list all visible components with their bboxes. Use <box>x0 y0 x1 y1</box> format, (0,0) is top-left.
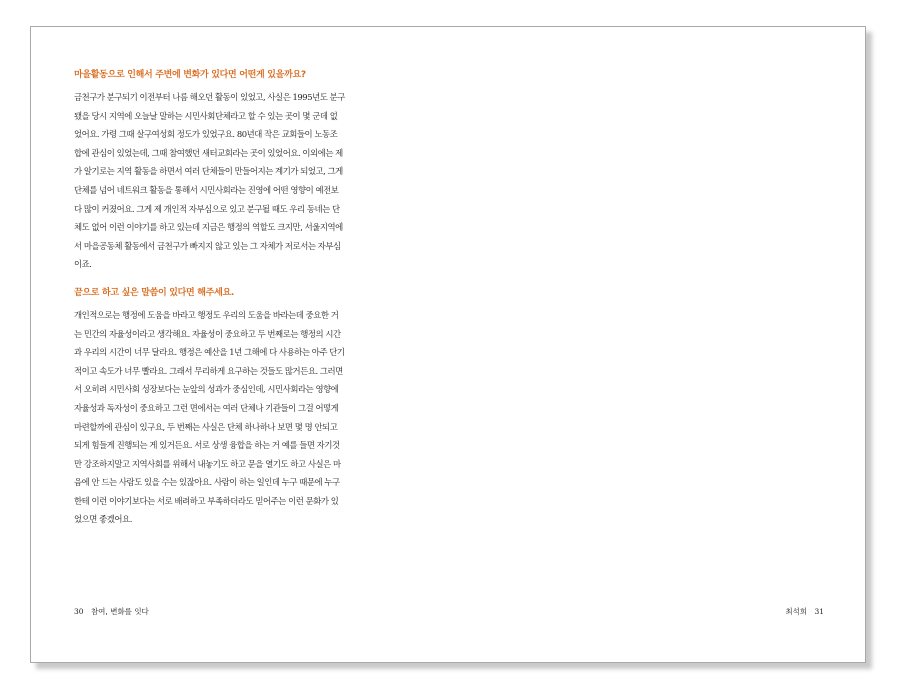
left-page-footer <box>74 606 149 617</box>
text-line: 개인적으로는 행정에 도움을 바라고 행정도 우리의 도움을 바라는데 중요한 거 <box>74 309 339 320</box>
text-line: 합에 관심이 있었는데, 그때 참여했던 새터교회라는 곳이 있었어요. 이외에는 제 <box>74 147 343 158</box>
text-line: 는 민간의 자율성이라고 생각해요. 자율성이 중요하고 두 번째로는 행정의 시간 <box>74 328 341 339</box>
text-line: 자율성과 독자성이 중요하고 그런 면에서는 여러 단체나 기관들이 그걸 어떻게 <box>74 402 339 413</box>
text-line: 었으면 좋겠어요. <box>74 514 132 525</box>
running-name: 최석희 <box>785 607 808 616</box>
text-line: 다 많이 커졌어요. 그게 제 개인적 자부심으로 있고 분구될 때도 우리 동네는 단 <box>74 203 340 214</box>
left-page-content <box>74 68 386 529</box>
text-line: 이죠. <box>74 259 92 270</box>
text-line: 서 오히려 시민사회 성장보다는 눈앞의 성과가 중심인데, 시민사회라는 영향에 <box>74 384 339 395</box>
text-line: 단체를 넘어 네트워크 활동을 통해서 시민사회라는 진영에 어떤 영향이 예전보 <box>74 184 339 195</box>
text-line: 되게 힘들게 진행되는 게 있거든요. 서로 상생 융합을 하는 거 예를 들면 자기것 <box>74 440 340 451</box>
text-line: 금천구가 분구되기 이전부터 나름 해오던 활동이 있었고, 사실은 1995년도 분구 <box>74 92 345 102</box>
text-line: 적이고 속도가 너무 빨라요. 그래서 무리하게 요구하는 것들도 많거든요. 그러면 <box>74 365 343 376</box>
text-line: 마련할까에 관심이 있구요, 두 번째는 사실은 단체 하나하나 보면 몇 명 안되고 <box>74 421 338 432</box>
answer-paragraph-1 <box>74 88 386 274</box>
section-gap <box>74 274 386 286</box>
question-heading-2: 끝으로 하고 싶은 말씀이 있다면 해주세요. <box>74 287 234 298</box>
text-line: 가 알기로는 지역 활동을 하면서 여러 단체들이 만들어지는 계기가 되었고, 그게 <box>74 166 343 177</box>
text-line: 과 우리의 시간이 너무 달라요. 행정은 예산을 1년 그해에 다 사용하는 아주 단기 <box>74 347 345 358</box>
question-heading-1: 마을활동으로 인해서 주변에 변화가 있다면 어떤게 있을까요? <box>74 70 306 80</box>
answer-paragraph-2 <box>74 306 386 529</box>
text-line: 체도 없어 이런 이야기를 하고 있는데 지금은 행정의 역할도 크지만, 서울지역에 <box>74 222 343 233</box>
text-line: 한테 이런 이야기보다는 서로 배려하고 부족하더라도 믿어주는 이런 문화가 있 <box>74 495 339 506</box>
right-page-footer <box>785 606 824 617</box>
text-line: 만 강조하지말고 지역사회를 위해서 내놓기도 하고 문을 열기도 하고 사실은 마 <box>74 458 341 469</box>
page-number: 31 <box>814 607 824 616</box>
text-line: 음에 안 드는 사람도 있을 수는 있잖아요. 사람이 하는 일인데 누구 때문에 누구 <box>74 477 340 488</box>
page-number: 30 <box>74 607 84 616</box>
text-line: 됐을 당시 지역에 오늘날 말하는 시민사회단체라고 할 수 있는 곳이 몇 군데 없 <box>74 110 338 121</box>
text-line: 서 마을공동체 활동에서 금천구가 빠지지 않고 있는 그 자체가 저로서는 자부심 <box>74 240 341 251</box>
text-line: 었어요. 가령 그때 살구여성회 정도가 있었구요. 80년대 작은 교회들이 노동조 <box>74 129 338 140</box>
running-title: 참여, 변화를 잇다 <box>90 607 149 616</box>
